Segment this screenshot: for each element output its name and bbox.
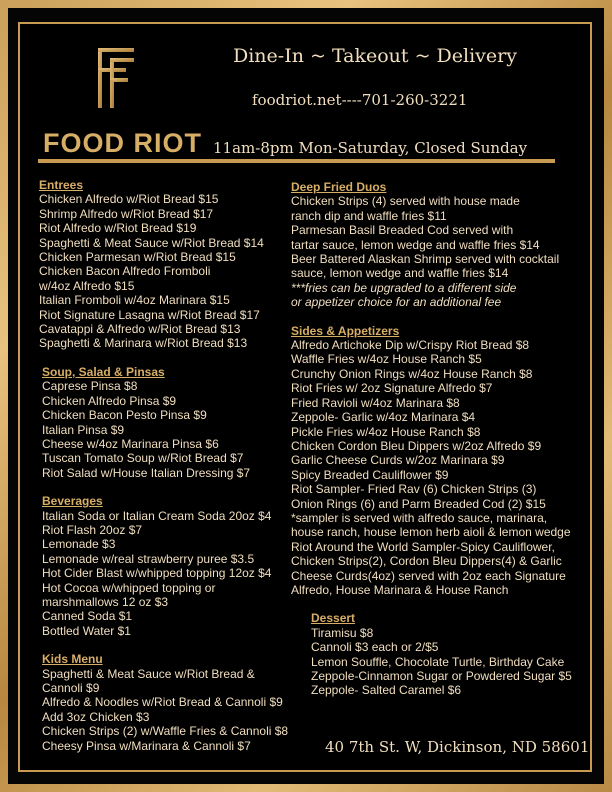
menu-item: Add 3oz Chicken $3 <box>42 709 150 724</box>
menu-item: Riot Fries w/ 2oz Signature Alfredo $7 <box>291 381 493 396</box>
menu-item: Tiramisu $8 <box>311 625 374 640</box>
menu-item: *sampler is served with alfredo sauce, marinara, <box>291 510 548 525</box>
right-column <box>291 180 572 712</box>
section-title: Kids Menu <box>42 652 103 667</box>
menu-item: Cheese Curds(4oz) served with 2oz each Signature <box>291 568 566 583</box>
menu-item: Onion Rings (6) and Parm Breaded Cod (2) $15 <box>291 496 546 511</box>
brand-name: FOOD RIOT <box>43 128 202 158</box>
fries-upgrade-note: or appetizer choice for an additional fee <box>291 295 502 310</box>
kids-menu-section <box>39 652 288 753</box>
soup-salad-pinsas-section <box>39 365 288 480</box>
menu-item: Lemon Souffle, Chocolate Turtle, Birthday Cake <box>311 654 565 669</box>
left-column <box>39 178 288 767</box>
menu-item: Riot Signature Lasagna w/Riot Bread $17 <box>39 307 260 322</box>
deep-fried-duos-section <box>291 180 572 310</box>
section-title: Entrees <box>39 178 84 192</box>
beverages-section <box>39 494 288 638</box>
menu-item: ranch dip and waffle fries $11 <box>291 208 447 223</box>
menu-item: Lemonade w/real strawberry puree $3.5 <box>42 551 255 566</box>
menu-item: Cheesy Pinsa w/Marinara & Cannoli $7 <box>42 738 251 753</box>
menu-item: marshmallows 12 oz $3 <box>42 594 169 609</box>
menu-item: sauce, lemon wedge and waffle fries $14 <box>291 266 509 281</box>
menu-item: Zeppole- Garlic w/4oz Marinara $4 <box>291 410 476 425</box>
menu-item: Caprese Pinsa $8 <box>42 379 138 394</box>
menu-item: Bottled Water $1 <box>42 623 131 638</box>
menu-item: Italian Pinsa $9 <box>42 422 125 437</box>
menu-item: Cheese w/4oz Marinara Pinsa $6 <box>42 436 219 451</box>
menu-item: Chicken Cordon Bleu Dippers w/2oz Alfredo $9 <box>291 438 542 453</box>
menu-item: Alfredo Artichoke Dip w/Crispy Riot Bread $8 <box>291 338 530 353</box>
menu-item: Chicken Alfredo w/Riot Bread $15 <box>39 192 219 207</box>
menu-item: Spaghetti & Meat Sauce w/Riot Bread & <box>42 666 255 681</box>
fries-upgrade-note: ***fries can be upgraded to a different side <box>291 280 517 295</box>
menu-item: Shrimp Alfredo w/Riot Bread $17 <box>39 206 214 221</box>
sides-appetizers-section <box>291 324 572 598</box>
menu-item: Chicken Parmesan w/Riot Bread $15 <box>39 250 236 265</box>
menu-item: Chicken Bacon Alfredo Fromboli <box>39 264 211 279</box>
menu-item: tartar sauce, lemon wedge and waffle fries $14 <box>291 237 540 252</box>
menu-item: Beer Battered Alaskan Shrimp served with cocktail <box>291 252 560 267</box>
menu-item: Chicken Strips(2), Cordon Bleu Dippers(4) & Garlic <box>291 554 562 569</box>
menu-item: Riot Sampler- Fried Rav (6) Chicken Strips (3) <box>291 482 537 497</box>
section-title: Deep Fried Duos <box>291 180 387 194</box>
services-heading: Dine-In ~ Takeout ~ Delivery <box>233 45 517 67</box>
header-divider <box>38 159 555 163</box>
menu-item: Hot Cider Blast w/whipped topping 12oz $4 <box>42 566 272 581</box>
section-title: Soup, Salad & Pinsas <box>42 364 165 379</box>
menu-item: Crunchy Onion Rings w/4oz House Ranch $8 <box>291 366 533 381</box>
menu-item: Lemonade $3 <box>42 537 116 552</box>
menu-item: Riot Salad w/House Italian Dressing $7 <box>42 465 251 480</box>
menu-item: Garlic Cheese Curds w/2oz Marinara $9 <box>291 453 505 468</box>
menu-item: Cavatappi & Alfredo w/Riot Bread $13 <box>39 322 241 337</box>
menu-item: Hot Cocoa w/whipped topping or <box>42 580 216 595</box>
menu-item: Italian Soda or Italian Cream Soda 20oz $4 <box>42 508 272 523</box>
menu-item: Spaghetti & Marinara w/Riot Bread $13 <box>39 336 248 351</box>
menu-item: Chicken Strips (4) served with house made <box>291 194 520 209</box>
restaurant-address: 40 7th St. W, Dickinson, ND 58601 <box>325 738 590 756</box>
menu-item: Cannoli $3 each or 2/$5 <box>311 640 439 655</box>
menu-item: Zeppole-Cinnamon Sugar or Powdered Sugar $5 <box>311 669 572 683</box>
food-riot-logo-icon <box>96 46 136 110</box>
menu-item: Pickle Fries w/4oz House Ranch $8 <box>291 424 481 439</box>
dessert-section <box>291 611 572 697</box>
hours-line: 11am-8pm Mon-Saturday, Closed Sunday <box>213 139 528 157</box>
entrees-section <box>39 178 288 351</box>
menu-item: Zeppole- Salted Caramel $6 <box>311 683 462 698</box>
menu-item: Alfredo & Noodles w/Riot Bread & Cannoli $9 <box>42 695 283 710</box>
menu-item: Riot Around the World Sampler-Spicy Cauliflower, <box>291 539 555 554</box>
menu-item: Alfredo, House Marinara & House Ranch <box>291 582 509 597</box>
menu-item: Italian Fromboli w/4oz Marinara $15 <box>39 293 230 308</box>
menu-item: Fried Ravioli w/4oz Marinara $8 <box>291 395 460 410</box>
menu-item: Riot Alfredo w/Riot Bread $19 <box>39 221 197 236</box>
menu-item: Chicken Strips (2) w/Waffle Fries & Cannoli $8 <box>42 724 289 739</box>
section-title: Sides & Appetizers <box>291 323 400 338</box>
menu-item: Tuscan Tomato Soup w/Riot Bread $7 <box>42 451 244 466</box>
menu-item: Waffle Fries w/4oz House Ranch $5 <box>291 352 482 367</box>
menu-item: house ranch, house lemon herb aioli & lemon wedge <box>291 525 571 540</box>
menu-item: w/4oz Alfredo $15 <box>39 278 135 293</box>
menu-item: Spicy Breaded Cauliflower $9 <box>291 467 449 482</box>
section-title: Beverages <box>42 494 103 509</box>
menu-item: Spaghetti & Meat Sauce w/Riot Bread $14 <box>39 235 264 250</box>
menu-item: Chicken Alfredo Pinsa $9 <box>42 393 177 408</box>
contact-line[interactable]: foodriot.net----701-260-3221 <box>252 91 468 109</box>
menu-item: Chicken Bacon Pesto Pinsa $9 <box>42 408 207 423</box>
menu-item: Riot Flash 20oz $7 <box>42 522 143 537</box>
menu-item: Cannoli $9 <box>42 681 100 695</box>
menu-item: Parmesan Basil Breaded Cod served with <box>291 223 514 238</box>
menu-item: Canned Soda $1 <box>42 609 133 624</box>
section-title: Dessert <box>311 611 356 626</box>
